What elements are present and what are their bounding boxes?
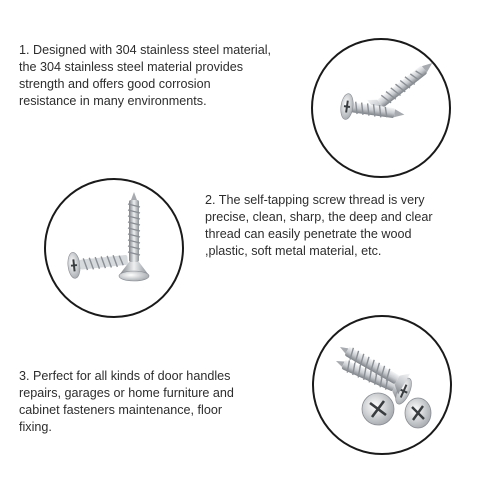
feature-3-number: 3. — [19, 369, 30, 383]
feature-3-image — [312, 315, 452, 455]
feature-1-image — [311, 38, 451, 178]
feature-2-number: 2. — [205, 193, 216, 207]
feature-2-description — [205, 192, 475, 260]
feature-3-text — [19, 368, 309, 436]
two-parallel-screws-icon — [314, 317, 450, 453]
feature-2-text — [205, 192, 475, 260]
two-crossed-screws-icon — [46, 180, 182, 316]
feature-3-body: Perfect for all kinds of door handles repairs, garages or home furniture and cabinet fasteners maintenance, floor fixing. — [19, 369, 234, 434]
feature-1-description — [19, 42, 309, 110]
feature-3-description — [19, 368, 309, 436]
feature-1-number: 1. — [19, 43, 30, 57]
feature-2-image — [44, 178, 184, 318]
feature-1-text — [19, 42, 309, 110]
feature-2-body: The self-tapping screw thread is very precise, clean, sharp, the deep and clear thread can easily penetrate the wood ,plastic, soft metal material, etc. — [205, 193, 433, 258]
two-flat-head-screws-icon — [313, 40, 449, 176]
feature-1-body: Designed with 304 stainless steel material, the 304 stainless steel material provides strength and offers good corrosion resistance in many environments. — [19, 43, 272, 108]
